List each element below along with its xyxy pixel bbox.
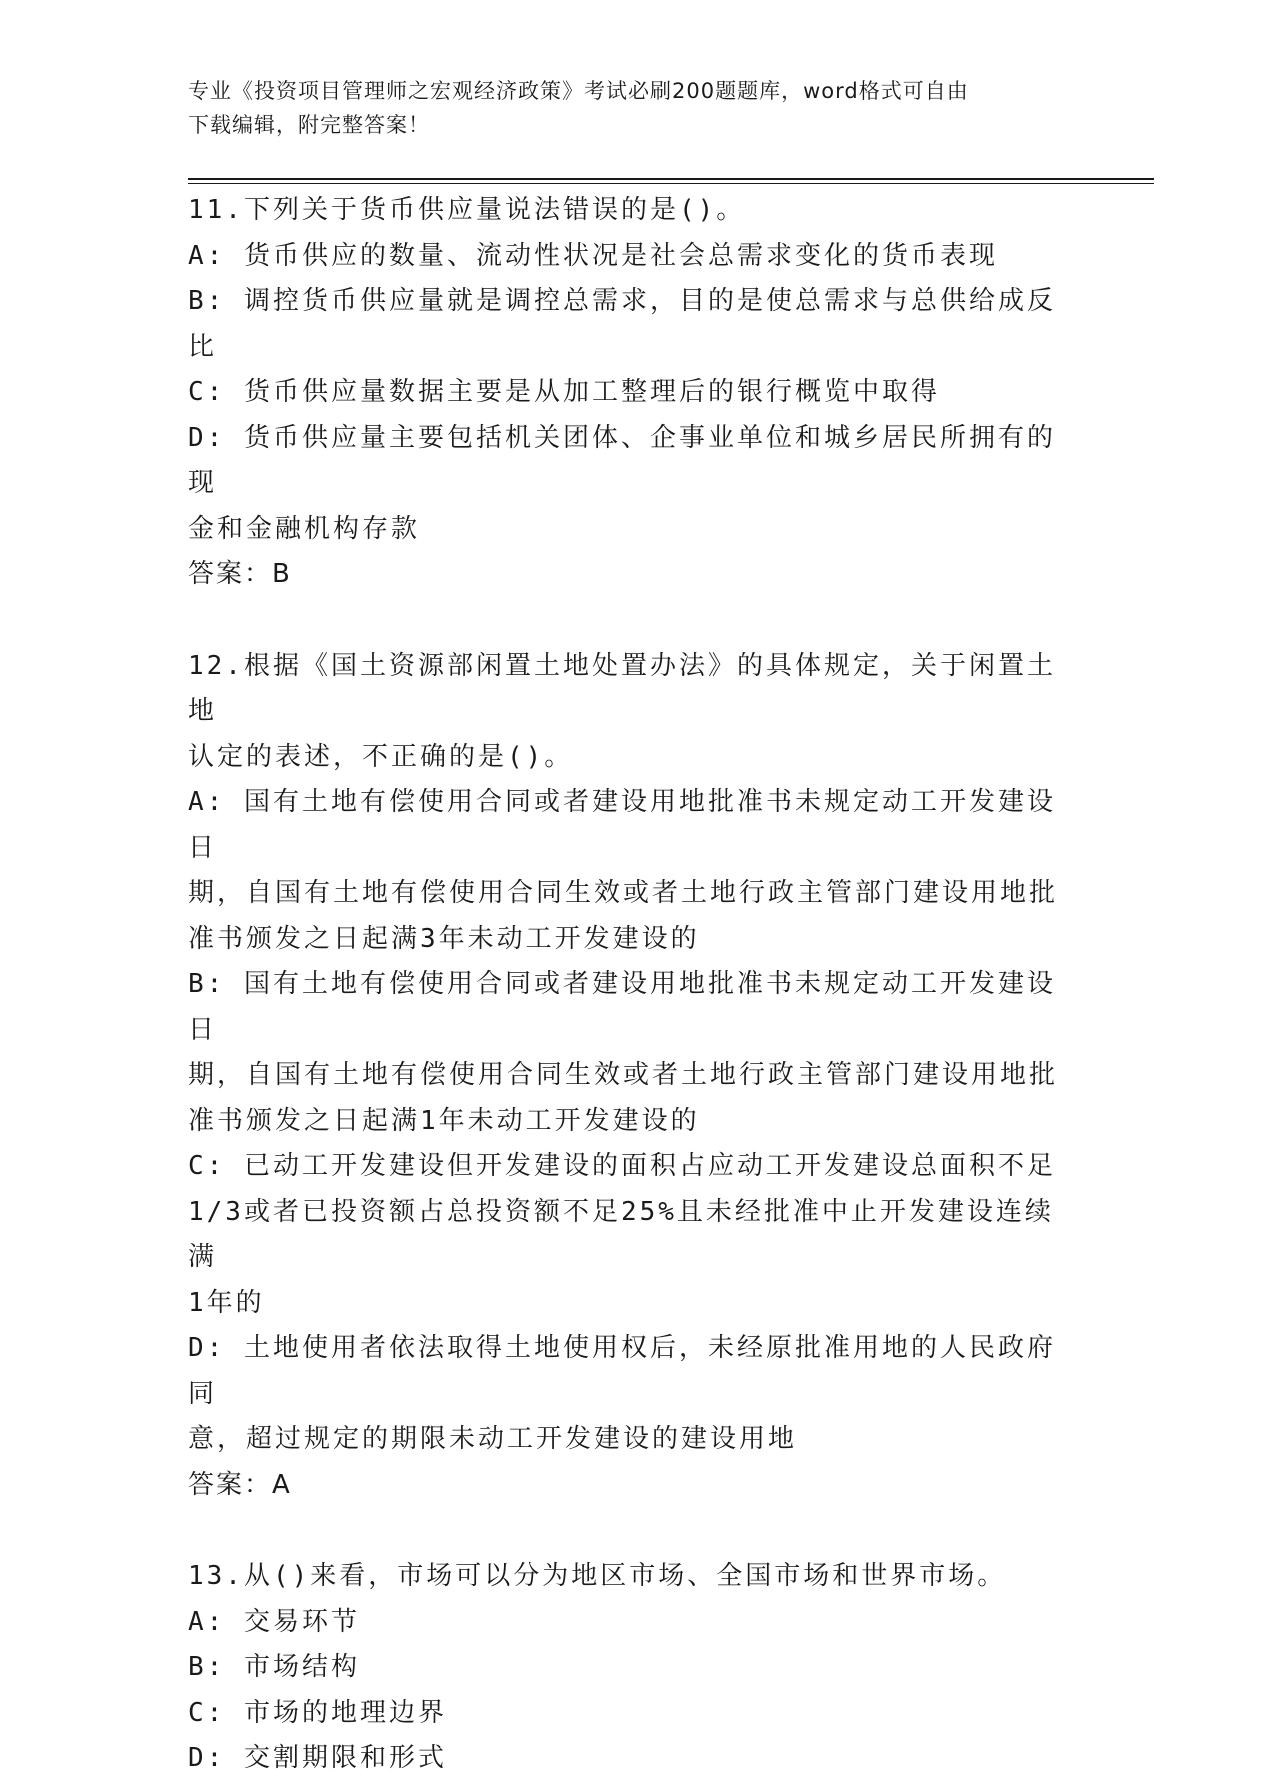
question-stem: 13.从()来看，市场可以分为地区市场、全国市场和世界市场。 [188,1561,1007,1591]
option-c-continued: 1/3或者已投资额占总投资额不足25%且未经批准中止开发建设连续满 [188,1196,1054,1272]
answer: 答案：B [188,559,292,589]
header-line: 下载编辑，附完整答案！ [188,113,430,137]
option-c-continued: 1年的 [188,1287,265,1318]
option-d: D: 土地使用者依法取得土地使用权后，未经原批准用地的人民政府同 [188,1333,1056,1409]
option-b: B: 国有土地有偿使用合同或者建设用地批准书未规定动工开发建设日 [188,969,1056,1045]
option-d-continued: 金和金融机构存款 [188,513,421,544]
option-c: C: 货币供应量数据主要是从加工整理后的银行概览中取得 [188,377,940,407]
option-a-continued: 期，自国有土地有偿使用合同生效或者土地行政主管部门建设用地批 [188,878,1059,908]
question-13 [188,1554,1078,1782]
question-11 [188,188,1078,598]
option-b: B: 市场结构 [188,1652,360,1682]
option-a-continued: 准书颁发之日起满3年未动工开发建设的 [188,923,700,954]
document-header [188,74,1088,142]
option-a: A: 交易环节 [188,1606,360,1637]
header-divider-thin [188,183,1154,184]
option-a: A: 国有土地有偿使用合同或者建设用地批准书未规定动工开发建设日 [188,787,1056,863]
question-stem: 12.根据《国土资源部闲置土地处置办法》的具体规定，关于闲置土地 [188,650,1056,726]
option-d: D: 交割期限和形式 [188,1743,447,1773]
option-c: C: 市场的地理边界 [188,1697,447,1728]
header-divider [188,178,1154,180]
option-b-continued: 准书颁发之日起满1年未动工开发建设的 [188,1105,700,1136]
question-12 [188,644,1078,1509]
option-b: B: 调控货币供应量就是调控总需求，目的是使总需求与总供给成反比 [188,286,1056,362]
question-list [188,188,1078,1782]
question-stem-continued: 认定的表述，不正确的是()。 [188,741,574,772]
question-stem: 11.下列关于货币供应量说法错误的是()。 [188,195,746,225]
option-c: C: 已动工开发建设但开发建设的面积占应动工开发建设总面积不足 [188,1151,1056,1181]
option-d: D: 货币供应量主要包括机关团体、企事业单位和城乡居民所拥有的现 [188,422,1056,498]
option-b-continued: 期，自国有土地有偿使用合同生效或者土地行政主管部门建设用地批 [188,1060,1059,1090]
answer: 答案：A [188,1469,292,1500]
option-d-continued: 意，超过规定的期限未动工开发建设的建设用地 [188,1424,798,1454]
option-a: A: 货币供应的数量、流动性状况是社会总需求变化的货币表现 [188,240,998,271]
header-line: 专业《投资项目管理师之宏观经济政策》考试必刷200题题库，word格式可自由 [188,79,969,103]
